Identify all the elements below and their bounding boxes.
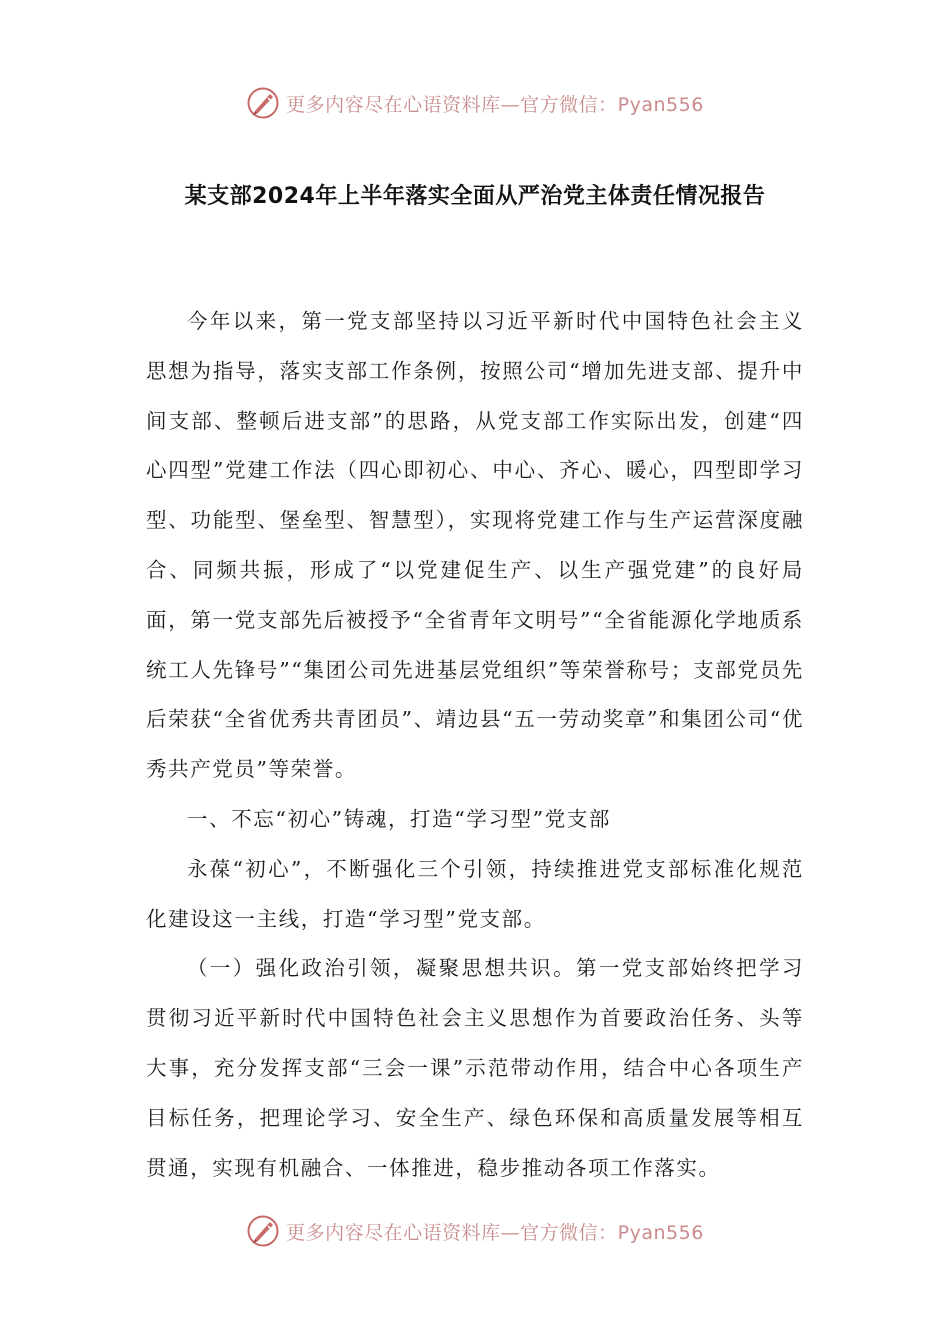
- watermark-text: 更多内容尽在心语资料库—官方微信：Pyan556: [286, 1221, 704, 1244]
- document-body: [146, 297, 804, 1193]
- watermark-text: 更多内容尽在心语资料库—官方微信：Pyan556: [286, 93, 704, 116]
- pen-logo-icon: [246, 1214, 280, 1248]
- header-watermark: [0, 83, 950, 123]
- paragraph-intro: 今年以来，第一党支部坚持以习近平新时代中国特色社会主义思想为指导，落实支部工作条例，按照公司“增加先进支部、提升中间支部、整顿后进支部”的思路，从党支部工作实际出发，创建“四心四型”党建工作法（四心即初心、中心、齐心、暖心，四型即学习型、功能型、堡垒型、智慧型），实现将党建工作与生产运营深度融合、同频共振，形成了“以党建促生产、以生产强党建”的良好局面，第一党支部先后被授予“全省青年文明号”“全省能源化学地质系统工人先锋号”“集团公司先进基层党组织”等荣誉称号；支部党员先后荣获“全省优秀共青团员”、靖边县“五一劳动奖章”和集团公司“优秀共产党员”等荣誉。: [146, 309, 804, 782]
- footer-watermark: [0, 1211, 950, 1251]
- pen-logo-icon: [246, 86, 280, 120]
- paragraph-subsection-1: （一）强化政治引领，凝聚思想共识。第一党支部始终把学习贯彻习近平新时代中国特色社会主义思想作为首要政治任务、头等大事，充分发挥支部“三会一课”示范带动作用，结合中心各项生产目标任务，把理论学习、安全生产、绿色环保和高质量发展等相互贯通，实现有机融合、一体推进，稳步推动各项工作落实。: [146, 956, 804, 1180]
- section-heading-1: 一、不忘“初心”铸魂，打造“学习型”党支部: [187, 806, 612, 831]
- document-title: 某支部2024年上半年落实全面从严治党主体责任情况报告: [184, 184, 766, 209]
- paragraph-section-1-summary: 永葆“初心”，不断强化三个引领，持续推进党支部标准化规范化建设这一主线，打造“学习型”党支部。: [146, 856, 804, 931]
